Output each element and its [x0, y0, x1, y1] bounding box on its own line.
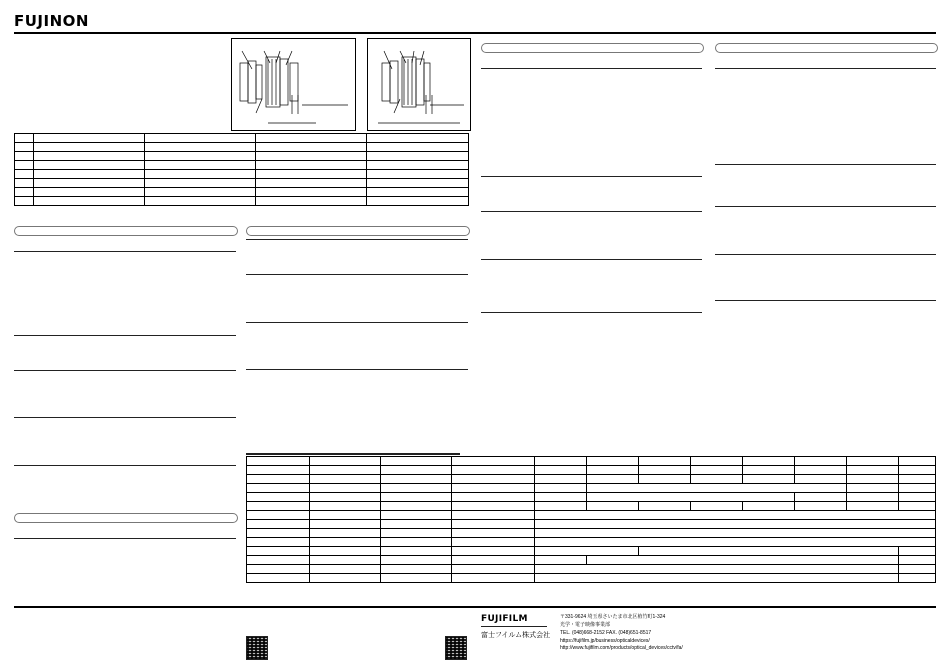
- section-rule: [246, 274, 468, 275]
- section-rule: [14, 538, 236, 539]
- table-row: [247, 511, 936, 520]
- company-name: 富士フイルム株式会社: [481, 631, 551, 639]
- table-row: [15, 152, 469, 161]
- lens-diagram-2: [367, 38, 471, 131]
- footer-divider: [14, 606, 936, 608]
- section-header: [14, 226, 238, 236]
- section-rule: [481, 68, 702, 69]
- section-rule: [481, 259, 702, 260]
- table-row: [247, 556, 936, 565]
- section-rule: [14, 465, 236, 466]
- lens-diagram-1: [231, 38, 356, 131]
- table-row: [247, 484, 936, 493]
- table-row: [15, 188, 469, 197]
- url-link[interactable]: https://fujifilm.jp/business/opticaldevices/: [560, 638, 650, 644]
- lens-drawing-icon: [368, 39, 470, 130]
- table-row: [247, 538, 936, 547]
- table-row: [15, 170, 469, 179]
- phone-line: TEL. (048)668-2152 FAX. (048)651-8517: [560, 630, 652, 636]
- table-row: [247, 457, 936, 466]
- section-rule: [715, 164, 936, 165]
- spec-table: [246, 456, 936, 583]
- qr-code-icon[interactable]: [445, 636, 467, 660]
- section-header: [715, 43, 938, 53]
- parts-table: [14, 133, 469, 206]
- table-row: [247, 466, 936, 475]
- table-row: [247, 493, 936, 502]
- qr-code-icon[interactable]: [246, 636, 268, 660]
- table-row: [15, 197, 469, 206]
- table-row: [247, 574, 936, 583]
- lens-drawing-icon: [232, 39, 355, 130]
- brand-logo: FUJINON: [14, 12, 89, 30]
- section-rule: [715, 206, 936, 207]
- division-line: 光学・電子映像事業部: [560, 622, 611, 628]
- address-line: 〒331-9624 埼玉県さいたま市北区植竹町1-324: [560, 614, 666, 620]
- section-rule: [481, 312, 702, 313]
- section-header: [14, 513, 238, 523]
- section-rule: [715, 68, 936, 69]
- table-row: [247, 565, 936, 574]
- section-rule: [246, 453, 460, 455]
- section-rule: [246, 369, 468, 370]
- table-row: [15, 134, 469, 143]
- table-row: [247, 475, 936, 484]
- table-row: [247, 547, 936, 556]
- section-rule: [14, 251, 236, 252]
- table-row: [15, 179, 469, 188]
- table-row: [247, 520, 936, 529]
- section-rule: [715, 254, 936, 255]
- section-rule: [246, 322, 468, 323]
- company-logo: FUJIFILM: [481, 614, 528, 624]
- table-row: [247, 529, 936, 538]
- logo-underline: [481, 626, 547, 627]
- section-rule: [14, 335, 236, 336]
- section-rule: [14, 370, 236, 371]
- section-rule: [246, 239, 468, 240]
- header-divider: [14, 32, 936, 34]
- table-row: [247, 502, 936, 511]
- table-row: [15, 143, 469, 152]
- section-rule: [14, 417, 236, 418]
- section-header: [246, 226, 470, 236]
- url-link[interactable]: http://www.fujifilm.com/products/optical_devices/cctv/fa/: [560, 645, 683, 651]
- section-rule: [715, 300, 936, 301]
- section-header: [481, 43, 704, 53]
- table-row: [15, 161, 469, 170]
- section-rule: [481, 176, 702, 177]
- section-rule: [481, 211, 702, 212]
